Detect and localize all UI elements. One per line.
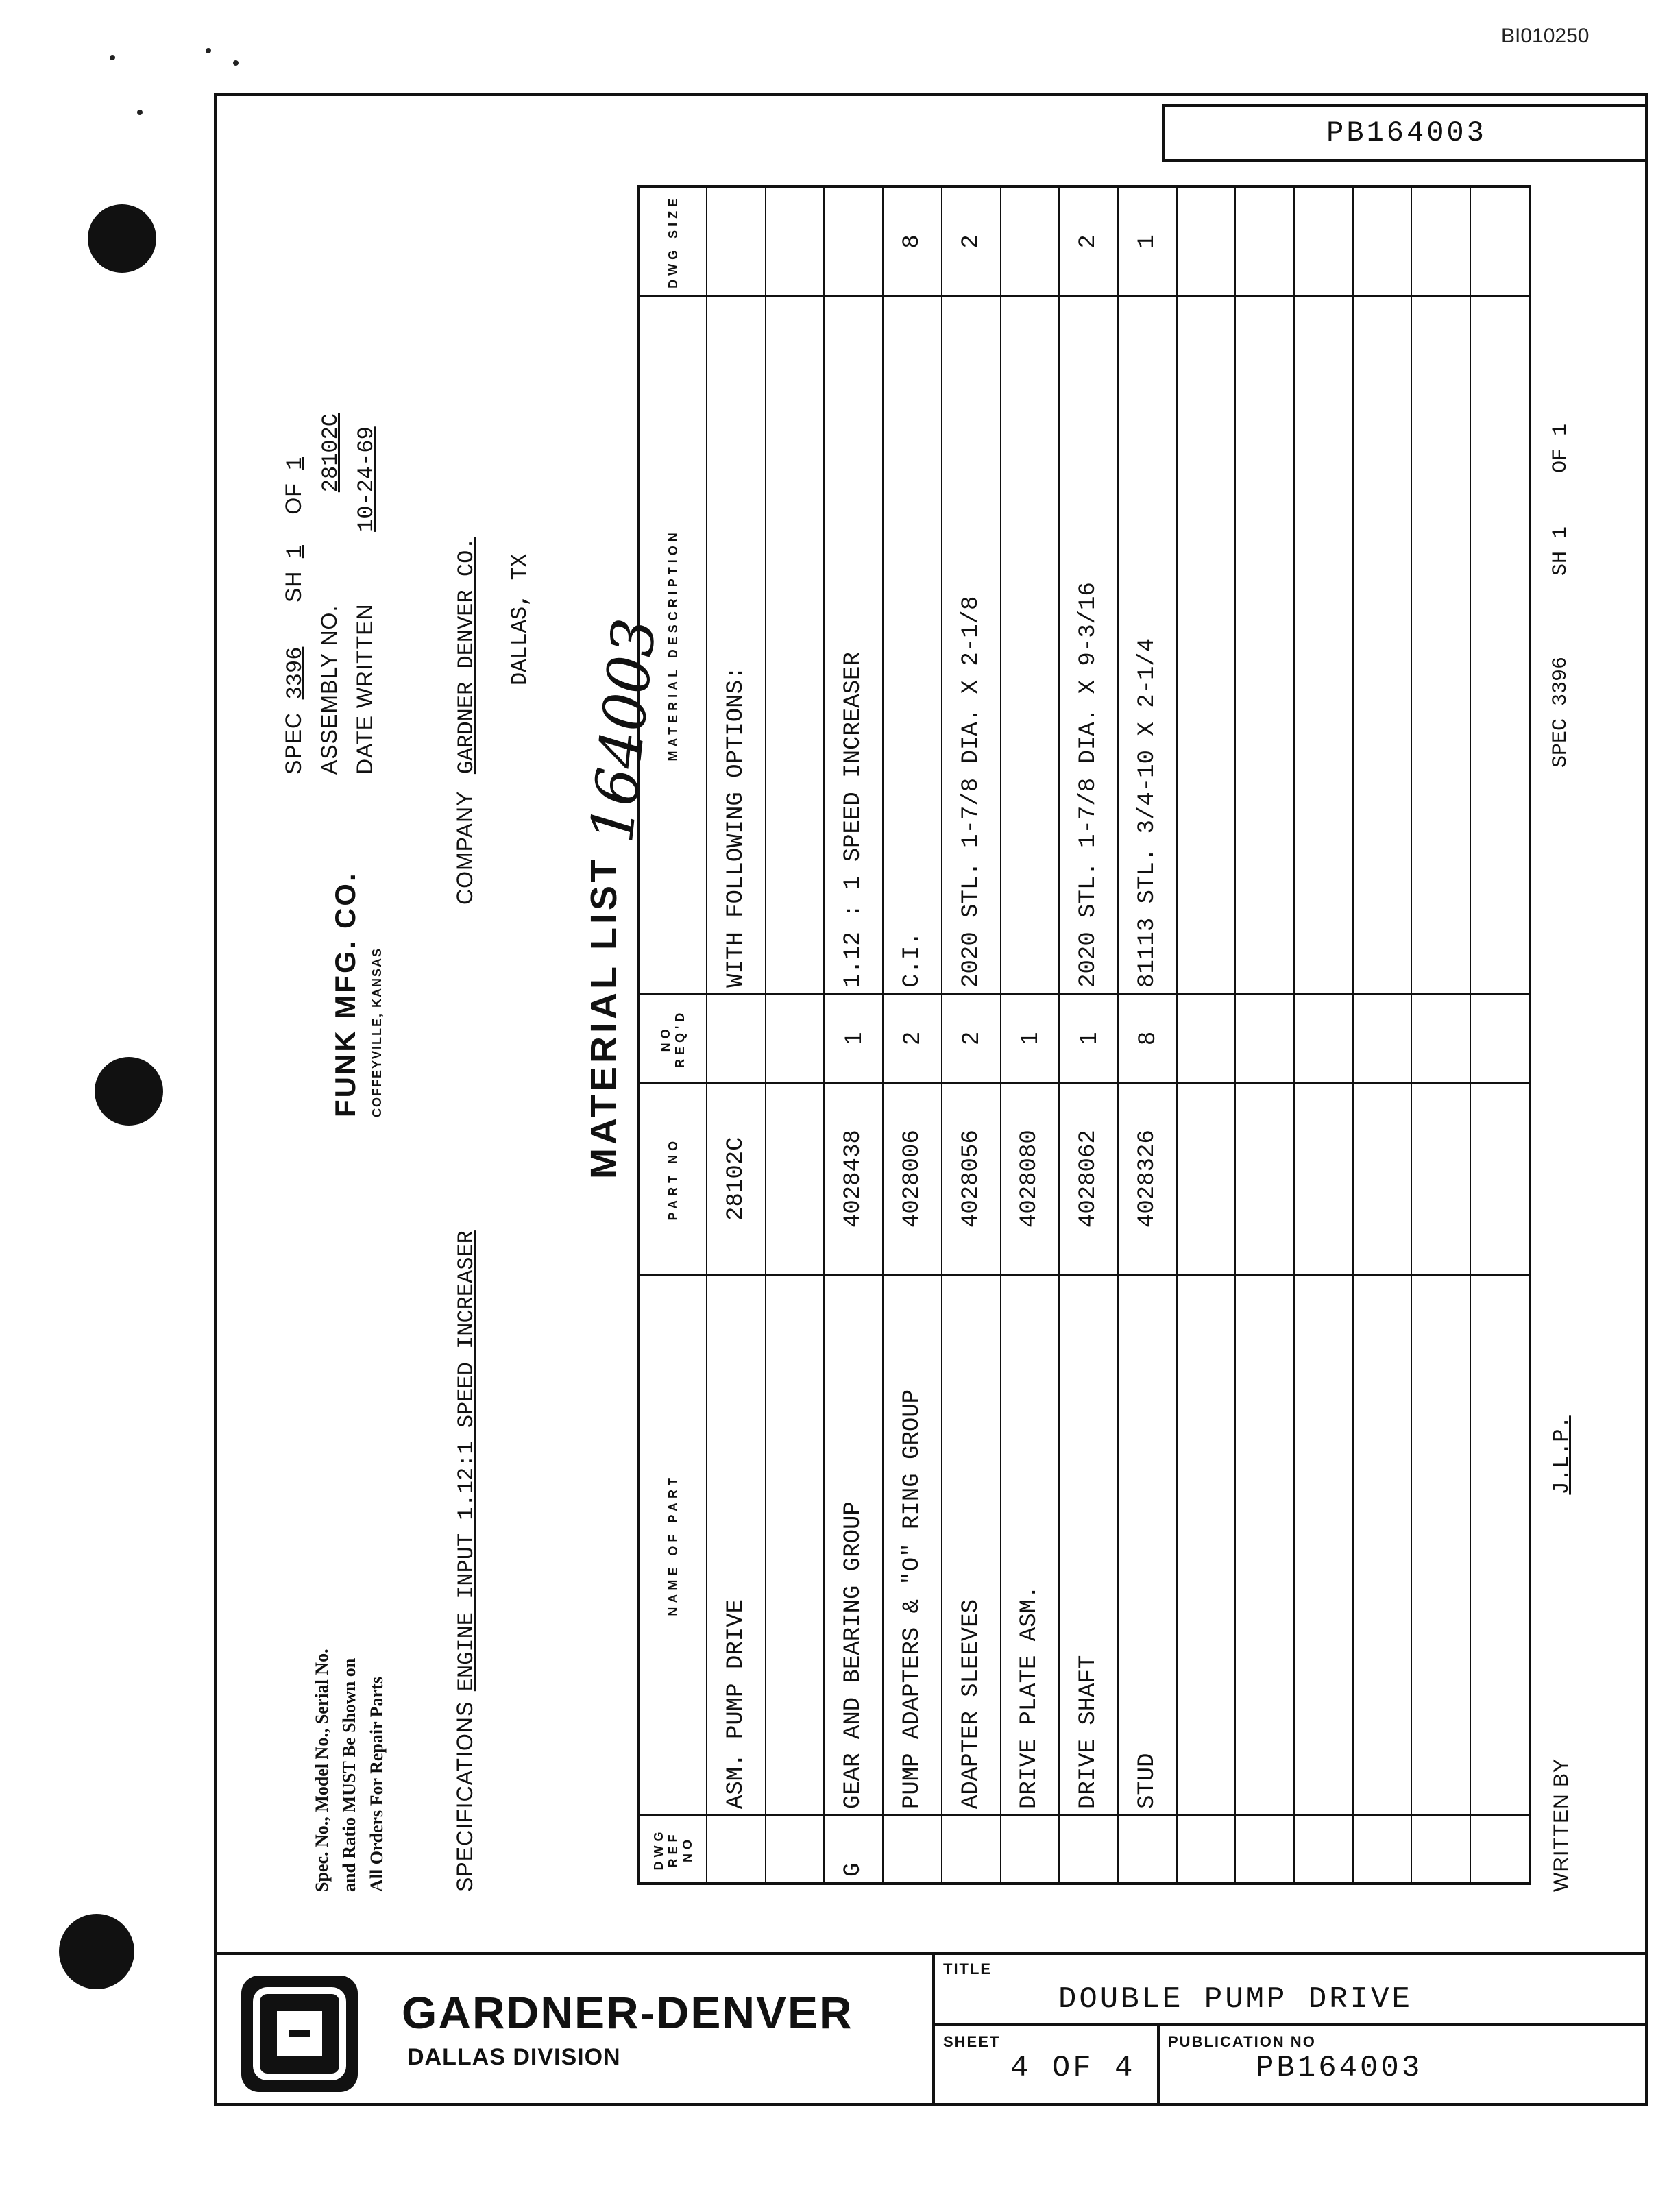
dwg-ref-cell — [1353, 1815, 1412, 1884]
logo-cell — [217, 1952, 935, 2103]
part-name-cell — [1235, 1275, 1294, 1816]
header-dwg-size: DWG SIZE — [639, 186, 707, 296]
material-description-cell — [1177, 296, 1236, 994]
written-by-line — [1549, 1415, 1574, 1892]
quantity-cell: 1 — [1059, 994, 1118, 1083]
publication-value: PB164003 — [1256, 2051, 1423, 2085]
header-part-no: PART NO — [639, 1083, 707, 1275]
table-row — [1118, 186, 1177, 1884]
part-name-cell — [1411, 1275, 1470, 1816]
table-row — [1294, 186, 1353, 1884]
company-line — [452, 537, 479, 905]
company-name: GARDNER-DENVER — [402, 1987, 853, 2038]
table-row — [1235, 186, 1294, 1884]
part-name-cell: ASM. PUMP DRIVE — [707, 1275, 766, 1816]
part-name-cell: DRIVE PLATE ASM. — [1001, 1275, 1060, 1816]
date-value: 10-24-69 — [354, 426, 379, 532]
sh-value: 1 — [282, 545, 308, 559]
material-description-cell — [1353, 296, 1412, 994]
quantity-cell — [1470, 994, 1530, 1083]
company-value: GARDNER DENVER CO. — [454, 537, 479, 775]
part-number-cell: 28102C — [707, 1083, 766, 1275]
part-name-cell: STUD — [1118, 1275, 1177, 1816]
table-row — [707, 186, 766, 1884]
scan-speck — [137, 110, 143, 115]
part-number-cell — [1235, 1083, 1294, 1275]
date-line — [352, 426, 379, 775]
part-number-cell — [1294, 1083, 1353, 1275]
quantity-cell — [1235, 994, 1294, 1083]
assembly-line — [317, 413, 343, 775]
table-header-row — [639, 186, 707, 1884]
punch-hole-middle — [95, 1057, 163, 1126]
footer-spec: SPEC 3396 — [1549, 656, 1572, 768]
dwg-size-cell — [766, 186, 825, 296]
part-name-cell: PUMP ADAPTERS & "O" RING GROUP — [883, 1275, 942, 1816]
publication-cell — [1160, 2026, 1645, 2103]
material-list-table — [637, 185, 1531, 1885]
dwg-size-cell — [1235, 186, 1294, 296]
title-label: TITLE — [943, 1960, 993, 1978]
scan-speck — [110, 55, 115, 60]
quantity-cell: 2 — [942, 994, 1001, 1083]
date-label: DATE WRITTEN — [352, 603, 377, 775]
scan-speck — [206, 48, 211, 53]
dwg-ref-cell — [707, 1815, 766, 1884]
dwg-ref-cell — [942, 1815, 1001, 1884]
material-list-title: MATERIAL LIST — [583, 856, 624, 1179]
of-value: 1 — [282, 457, 308, 470]
division-name: DALLAS DIVISION — [407, 2044, 621, 2070]
dwg-ref-cell: G — [824, 1815, 883, 1884]
quantity-cell: 8 — [1118, 994, 1177, 1083]
dwg-size-cell — [1470, 186, 1530, 296]
handwritten-number: 164003 — [578, 615, 670, 847]
part-name-cell: ADAPTER SLEEVES — [942, 1275, 1001, 1816]
part-number-cell: 4028438 — [824, 1083, 883, 1275]
part-number-cell — [1411, 1083, 1470, 1275]
written-by-value: J.L.P. — [1549, 1415, 1574, 1495]
quantity-cell — [707, 994, 766, 1083]
dwg-ref-cell — [1059, 1815, 1118, 1884]
sheet-cell — [935, 2026, 1160, 2103]
repair-parts-notice — [308, 1649, 391, 1892]
quantity-cell — [1294, 994, 1353, 1083]
dwg-size-cell — [1001, 186, 1060, 296]
part-name-cell — [1353, 1275, 1412, 1816]
notice-line: Spec. No., Model No., Serial No. — [312, 1649, 332, 1892]
material-description-cell: 81113 STL. 3/4-10 X 2-1/4 — [1118, 296, 1177, 994]
material-description-cell — [766, 296, 825, 994]
spec-line — [281, 457, 308, 775]
dwg-ref-cell — [883, 1815, 942, 1884]
part-number-cell — [1177, 1083, 1236, 1275]
material-description-cell — [1001, 296, 1060, 994]
header-material-description: MATERIAL DESCRIPTION — [639, 296, 707, 994]
title-value: DOUBLE PUMP DRIVE — [1058, 1982, 1413, 2017]
dwg-size-cell: 2 — [942, 186, 1001, 296]
dwg-ref-cell — [1294, 1815, 1353, 1884]
part-number-cell: 4028062 — [1059, 1083, 1118, 1275]
material-description-cell — [1235, 296, 1294, 994]
quantity-cell: 1 — [1001, 994, 1060, 1083]
dwg-ref-cell — [1177, 1815, 1236, 1884]
quantity-cell — [1177, 994, 1236, 1083]
material-description-cell — [1411, 296, 1470, 994]
notice-line: All Orders For Repair Parts — [367, 1677, 387, 1892]
dwg-ref-cell — [1001, 1815, 1060, 1884]
city-value: DALLAS, TX — [507, 553, 533, 685]
table-row — [883, 186, 942, 1884]
material-list-form — [240, 192, 1652, 1906]
punch-hole-bottom — [59, 1914, 134, 1989]
part-number-cell: 4028080 — [1001, 1083, 1060, 1275]
gardner-denver-logo-icon — [241, 1976, 358, 2092]
material-description-cell: 2020 STL. 1-7/8 DIA. X 9-3/16 — [1059, 296, 1118, 994]
material-description-cell — [1294, 296, 1353, 994]
table-row — [766, 186, 825, 1884]
assembly-value: 28102C — [318, 413, 343, 493]
material-description-cell: 1.12 : 1 SPEED INCREASER — [824, 296, 883, 994]
company-location: COFFEYVILLE, KANSAS — [370, 947, 384, 1117]
notice-line: and Ratio MUST Be Shown on — [339, 1657, 359, 1892]
dwg-ref-cell — [766, 1815, 825, 1884]
part-number-cell — [1470, 1083, 1530, 1275]
dwg-size-cell: 8 — [883, 186, 942, 296]
material-description-cell — [1470, 296, 1530, 994]
material-description-cell: C.I. — [883, 296, 942, 994]
table-row — [942, 186, 1001, 1884]
publication-number-top: PB164003 — [1162, 104, 1648, 162]
dwg-size-cell — [824, 186, 883, 296]
scan-speck — [233, 60, 239, 66]
quantity-cell: 1 — [824, 994, 883, 1083]
footer-sh: SH 1 — [1549, 526, 1572, 576]
part-name-cell: DRIVE SHAFT — [1059, 1275, 1118, 1816]
header-name-of-part: NAME OF PART — [639, 1275, 707, 1816]
written-by-label: WRITTEN BY — [1550, 1758, 1572, 1892]
quantity-cell — [1411, 994, 1470, 1083]
dwg-size-cell — [1177, 186, 1236, 296]
table-row — [1470, 186, 1530, 1884]
dwg-ref-cell — [1118, 1815, 1177, 1884]
company-label: COMPANY — [452, 790, 477, 905]
part-number-cell: 4028056 — [942, 1083, 1001, 1275]
dwg-ref-cell — [1411, 1815, 1470, 1884]
sheet-label: SHEET — [943, 2033, 1001, 2050]
spec-label: SPEC — [281, 712, 306, 775]
dwg-size-cell — [1353, 186, 1412, 296]
header-qty: NO REQ'D — [639, 994, 707, 1083]
part-number-cell — [766, 1083, 825, 1275]
part-name-cell — [766, 1275, 825, 1816]
part-name-cell — [1294, 1275, 1353, 1816]
header-dwg-ref: DWG REF NO — [639, 1815, 707, 1884]
table-row — [1411, 186, 1470, 1884]
dwg-ref-cell — [1235, 1815, 1294, 1884]
part-number-cell — [1353, 1083, 1412, 1275]
company-title: FUNK MFG. CO. — [329, 871, 361, 1117]
table-row — [1059, 186, 1118, 1884]
specifications-label: SPECIFICATIONS — [452, 1701, 477, 1892]
part-number-cell: 4028006 — [883, 1083, 942, 1275]
table-row — [824, 186, 883, 1884]
part-name-cell — [1470, 1275, 1530, 1816]
quantity-cell — [1353, 994, 1412, 1083]
quantity-cell: 2 — [883, 994, 942, 1083]
dwg-ref-cell — [1470, 1815, 1530, 1884]
assembly-label: ASSEMBLY NO. — [317, 605, 341, 775]
document-id: BI010250 — [1501, 25, 1590, 47]
part-name-cell: GEAR AND BEARING GROUP — [824, 1275, 883, 1816]
dwg-size-cell — [1294, 186, 1353, 296]
spec-value: 3396 — [282, 646, 308, 700]
dwg-size-cell — [707, 186, 766, 296]
material-description-cell: WITH FOLLOWING OPTIONS: — [707, 296, 766, 994]
of-label: OF — [281, 483, 306, 515]
title-cell — [935, 1952, 1645, 2026]
specifications-line — [452, 1230, 479, 1892]
title-block — [217, 1952, 1645, 2103]
table-row — [1001, 186, 1060, 1884]
quantity-cell — [766, 994, 825, 1083]
table-row — [1177, 186, 1236, 1884]
sheet-value: 4 OF 4 — [1010, 2051, 1136, 2085]
table-row — [1353, 186, 1412, 1884]
dwg-size-cell — [1411, 186, 1470, 296]
specifications-value: ENGINE INPUT 1.12:1 SPEED INCREASER — [454, 1230, 479, 1692]
footer-spec-line — [1549, 424, 1572, 768]
material-description-cell: 2020 STL. 1-7/8 DIA. X 2-1/8 — [942, 296, 1001, 994]
sh-label: SH — [281, 570, 306, 603]
dwg-size-cell: 2 — [1059, 186, 1118, 296]
dwg-size-cell: 1 — [1118, 186, 1177, 296]
punch-hole-top — [88, 204, 156, 273]
publication-label: PUBLICATION NO — [1168, 2033, 1316, 2050]
part-number-cell: 4028326 — [1118, 1083, 1177, 1275]
part-name-cell — [1177, 1275, 1236, 1816]
footer-of: OF 1 — [1549, 423, 1572, 473]
